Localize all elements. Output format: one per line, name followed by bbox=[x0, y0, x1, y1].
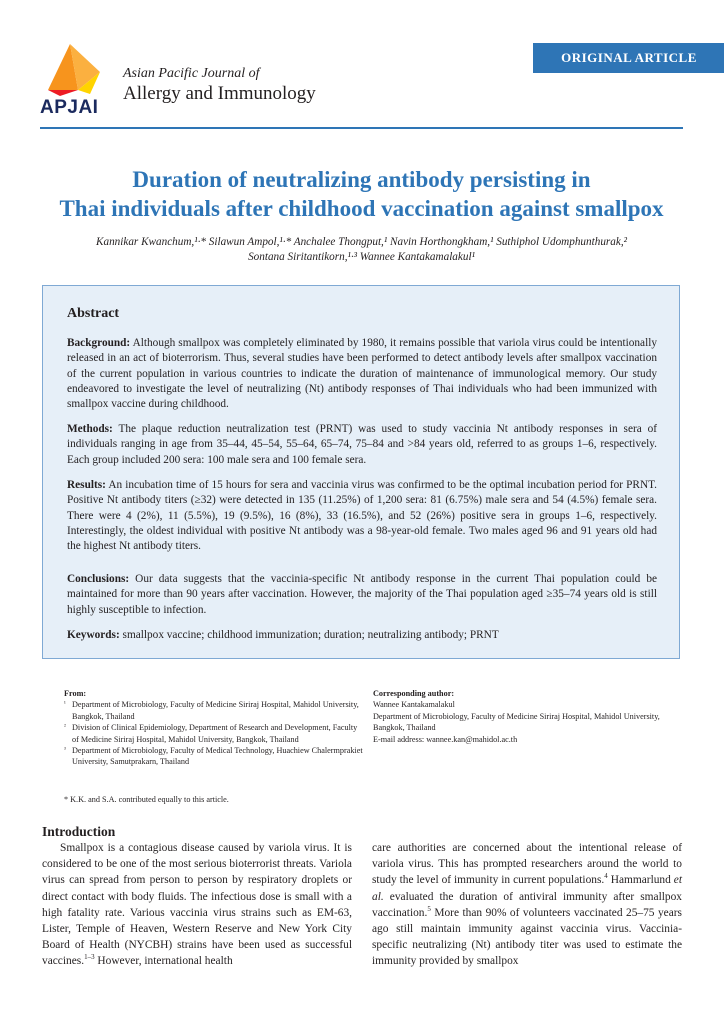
intro-right-text-b: Hammarlund bbox=[607, 874, 674, 887]
results-text: An incubation time of 15 hours for sera and vaccinia virus was confirmed to be the optimal incubation period for PRNT. Positive Nt antibody titers (≥32) were detected in 135 (11.25%) of 1,200 sera: 81 (6.75%) male sera and 54 (4.5%) female sera. There were 4 (2%), 11 (5.5%), 19 (9.5%), 16 (8%), 33 (16.5%), and 52 (26%) positive sera in groups 1–6, respectively. Interestingly, the oldest individual with positive Nt antibody was a 98-year-old female. Two males aged 96 and 91 years old had the highest Nt antibody titers. bbox=[67, 479, 657, 553]
keywords-text: smallpox vaccine; childhood immunization; duration; neutralizing antibody; PRNT bbox=[119, 629, 499, 641]
affiliation-item bbox=[64, 722, 364, 745]
abstract-methods bbox=[67, 422, 657, 468]
header-divider bbox=[40, 127, 683, 129]
results-label: Results: bbox=[67, 479, 106, 491]
from-heading: From: bbox=[64, 689, 87, 698]
affiliation-item bbox=[64, 745, 364, 768]
abstract-heading: Abstract bbox=[67, 306, 120, 321]
et-al: et al. bbox=[372, 874, 682, 903]
intro-right-text-a: care authorities are concerned about the intentional release of variola virus. This has prompted researchers around the world to study the level of immunity in current populations. bbox=[372, 842, 682, 887]
affiliation-text: Department of Microbiology, Faculty of Medicine Siriraj Hospital, Mahidol University, Bangkok, Thailand bbox=[72, 700, 359, 721]
intro-left-tail: However, international health bbox=[94, 955, 233, 968]
intro-right-text-d: More than 90% of volunteers vaccinated 25–75 years ago still maintain immunity against vaccinia virus. Vaccinia-specific neutralizing (Nt) antibody titer was used to estimate the immunity provided by smallpox bbox=[372, 906, 682, 968]
authors-line-1: Kannikar Kwanchum,¹·* Silawun Ampol,¹·* Anchalee Thongput,¹ Navin Horthongkham,¹ Suthiphol Udomphunthurak,² bbox=[96, 236, 627, 248]
title-line-1: Duration of neutralizing antibody persisting in bbox=[132, 167, 591, 192]
citation-ref: 4 bbox=[604, 872, 608, 881]
article-type-badge: ORIGINAL ARTICLE bbox=[533, 43, 724, 73]
authors-line-2: Sontana Siritantikorn,¹·³ Wannee Kantakamalakul¹ bbox=[248, 251, 475, 263]
methods-text: The plaque reduction neutralization test (PRNT) was used to study vaccinia Nt antibody responses in sera of individuals ranging in age from 35–44, 45–54, 55–64, 65–74, 75–84 and >84 years old, referred to as groups 1–6, respectively. Each group included 200 sera: 100 male sera and 100 female sera. bbox=[67, 423, 657, 466]
journal-name-line2: Allergy and Immunology bbox=[123, 83, 316, 104]
abstract-keywords bbox=[67, 628, 657, 643]
affiliations-block bbox=[64, 688, 364, 768]
affiliation-text: Division of Clinical Epidemiology, Department of Research and Development, Faculty of Medicine Siriraj Hospital, Mahidol University, Bangkok, Thailand bbox=[72, 723, 358, 744]
affiliation-number: ¹ bbox=[64, 701, 66, 708]
article-title bbox=[40, 165, 683, 223]
abstract-results bbox=[67, 478, 657, 554]
intro-right-column bbox=[372, 840, 682, 970]
corr-name: Wannee Kantakamalakul bbox=[373, 700, 455, 710]
intro-right-text-c: evaluated the duration of antiviral immunity after smallpox vaccination. bbox=[372, 890, 682, 919]
affiliation-item bbox=[64, 699, 364, 722]
logo-wordmark: APJAI bbox=[40, 97, 99, 118]
affiliation-text: Department of Microbiology, Faculty of Medical Technology, Huachiew Chalermprakiet University, Samutprakarn, Thailand bbox=[72, 746, 363, 767]
conclusions-label: Conclusions: bbox=[67, 573, 130, 585]
affiliation-number: ³ bbox=[64, 747, 66, 754]
background-label: Background: bbox=[67, 337, 131, 349]
citation-ref: 5 bbox=[427, 905, 431, 914]
background-text: Although smallpox was completely eliminated by 1980, it remains possible that variola virus could be intentionally released in an act of bioterrorism. Thus, several studies have been performed to detect antibody levels after smallpox vaccination of the current population in various countries to indicate the duration of maintenance of immunological memory. Our study endeavored to investigate the level of neutralizing (Nt) antibody responses of Thai individuals who had been immunized with smallpox vaccine during childhood. bbox=[67, 337, 657, 411]
corr-email: E-mail address: wannee.kan@mahidol.ac.th bbox=[373, 734, 518, 744]
introduction-heading: Introduction bbox=[42, 824, 116, 839]
keywords-label: Keywords: bbox=[67, 629, 120, 641]
affiliation-number: ² bbox=[64, 724, 66, 731]
journal-name-line1: Asian Pacific Journal of bbox=[123, 66, 260, 81]
equal-contribution-note: * K.K. and S.A. contributed equally to this article. bbox=[64, 795, 229, 804]
citation-ref: 1–3 bbox=[84, 953, 95, 962]
intro-left-column bbox=[42, 840, 352, 970]
corr-heading: Corresponding author: bbox=[373, 689, 455, 698]
conclusions-text: Our data suggests that the vaccinia-specific Nt antibody response in the current Thai population could be maintained for more than 90 years after vaccination. However, the majority of the Thai population aged ≥35–74 years old is still highly susceptible to infection. bbox=[67, 573, 657, 616]
corresponding-author-block bbox=[373, 688, 673, 745]
abstract-conclusions bbox=[67, 572, 657, 618]
abstract-background bbox=[67, 336, 657, 412]
abstract-box bbox=[42, 285, 680, 659]
title-line-2: Thai individuals after childhood vaccination against smallpox bbox=[59, 196, 664, 221]
methods-label: Methods: bbox=[67, 423, 113, 435]
author-list bbox=[40, 235, 683, 265]
intro-left-text: Smallpox is a contagious disease caused by variola virus. It is considered to be one of the most serious bioterrorist threats. Variola virus can spread from person to person by respiratory droplets or direct contact with body fluids. The infectious dose is small with a high fatality rate. Various vaccinia virus strains such as EM-63, Lister, Temple of Heaven, Western Reserve and New York City Board of Health (NYCBH) strains have been used as successful vaccines. bbox=[42, 842, 352, 968]
corr-address: Department of Microbiology, Faculty of Medicine Siriraj Hospital, Mahidol University, Bangkok, Thailand bbox=[373, 711, 660, 733]
